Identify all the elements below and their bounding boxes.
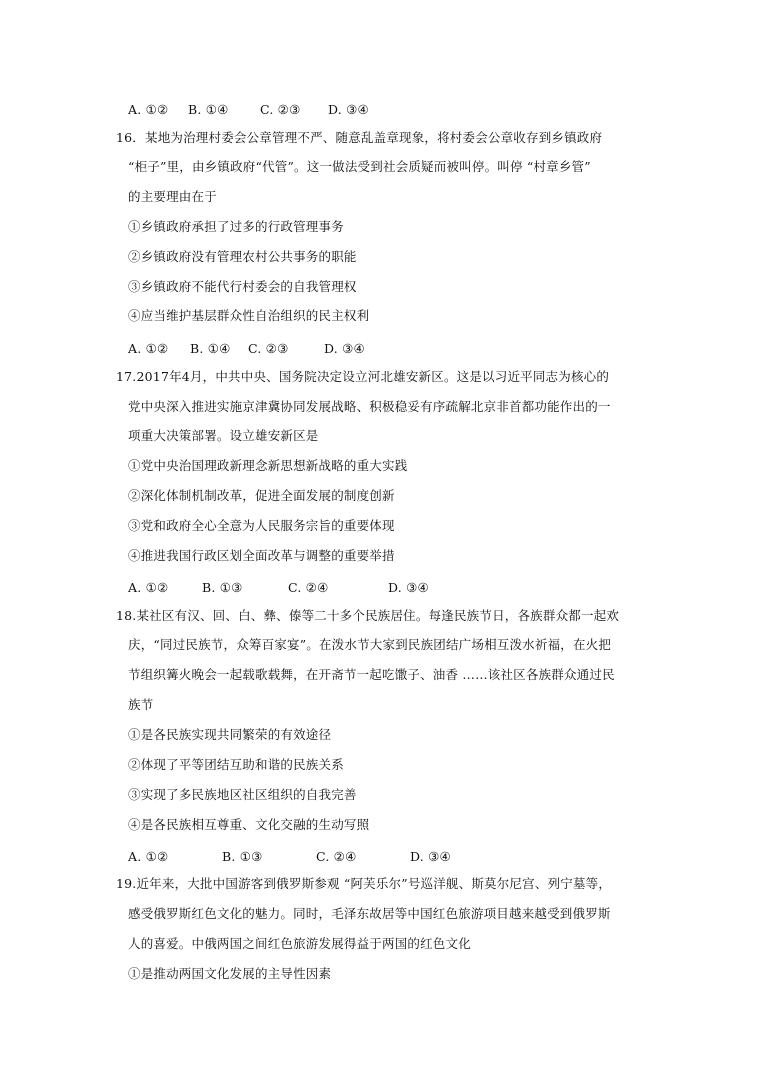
option-c: C. ②④ [288, 580, 329, 595]
option-c: C. ②③ [260, 102, 301, 117]
q18-statement-2: ②体现了平等团结互助和谐的民族关系 [128, 757, 344, 772]
q16-statement-2: ②乡镇政府没有管理农村公共事务的职能 [128, 249, 357, 264]
q17-statement-3: ③党和政府全心全意为人民服务宗旨的重要体现 [128, 518, 395, 533]
q16-stem-line-3: 的主要理由在于 [128, 189, 217, 204]
q19-stem-line-3: 人的喜爱。中俄两国之间红色旅游发展得益于两国的红色文化 [128, 936, 471, 951]
q16-statement-4: ④应当维护基层群众性自治组织的民主权利 [128, 308, 370, 323]
option-a: A. ①② [128, 849, 169, 864]
q19-stem-line-2: 感受俄罗斯红色文化的魅力。同时，毛泽东故居等中国红色旅游项目越来越受到俄罗斯 [128, 906, 611, 921]
q19-statement-1: ①是推动两国文化发展的主导性因素 [128, 966, 332, 981]
q18-stem-line-3: 节组织篝火晚会一起载歌载舞，在开斋节一起吃馓子、油香 ……该社区各族群众通过民 [128, 667, 615, 682]
option-b: B. ①③ [222, 849, 263, 864]
option-a: A. ①② [128, 580, 169, 595]
q18-stem-line-2: 庆，“同过民族节，众筹百家宴”。在泼水节大家到民族团结广场相互泼水祈福，在火把 [128, 637, 612, 652]
q18-statement-4: ④是各民族相互尊重、文化交融的生动写照 [128, 817, 370, 832]
option-d: D. ③④ [410, 849, 451, 864]
option-d: D. ③④ [388, 580, 429, 595]
option-a: A. ①② [128, 341, 169, 356]
q17-stem-line-2: 党中央深入推进实施京津冀协同发展战略、积极稳妥有序疏解北京非首都功能作出的一 [128, 399, 611, 414]
option-a: A. ①② [128, 102, 169, 117]
q17-stem-line-1: 17.2017年4月，中共中央、国务院决定设立河北雄安新区。这是以习近平同志为核心的 [116, 369, 610, 384]
q17-statement-1: ①党中央治国理政新理念新思想新战略的重大实践 [128, 458, 408, 473]
q18-stem-line-1: 18.某社区有汉、回、白、彝、傣等二十多个民族居住。每逢民族节日，各族群众都一起欢 [116, 608, 620, 623]
q16-stem-line-1: 16．某地为治理村委会公章管理不严、随意乱盖章现象，将村委会公章收存到乡镇政府 [116, 130, 603, 145]
q17-statement-2: ②深化体制机制改革，促进全面发展的制度创新 [128, 488, 395, 503]
q16-stem-line-2: “柜子”里，由乡镇政府“代管”。这一做法受到社会质疑而被叫停。叫停 “村章乡管” [128, 159, 591, 174]
q18-statement-3: ③实现了多民族地区社区组织的自我完善 [128, 787, 357, 802]
q18-stem-line-4: 族节 [128, 697, 154, 712]
option-c: C. ②③ [248, 341, 289, 356]
q16-statement-1: ①乡镇政府承担了过多的行政管理事务 [128, 219, 344, 234]
option-b: B. ①③ [202, 580, 243, 595]
q16-statement-3: ③乡镇政府不能代行村委会的自我管理权 [128, 279, 357, 294]
q17-stem-line-3: 项重大决策部署。设立雄安新区是 [128, 428, 319, 443]
q17-statement-4: ④推进我国行政区划全面改革与调整的重要举措 [128, 548, 395, 563]
option-b: B. ①④ [190, 341, 231, 356]
q19-stem-line-1: 19.近年来，大批中国游客到俄罗斯参观 “阿芙乐尔”号巡洋舰、斯莫尔尼宫、列宁墓等， [116, 876, 612, 891]
option-d: D. ③④ [328, 102, 369, 117]
option-d: D. ③④ [324, 341, 365, 356]
option-b: B. ①④ [188, 102, 229, 117]
q18-statement-1: ①是各民族实现共同繁荣的有效途径 [128, 727, 332, 742]
option-c: C. ②④ [316, 849, 357, 864]
